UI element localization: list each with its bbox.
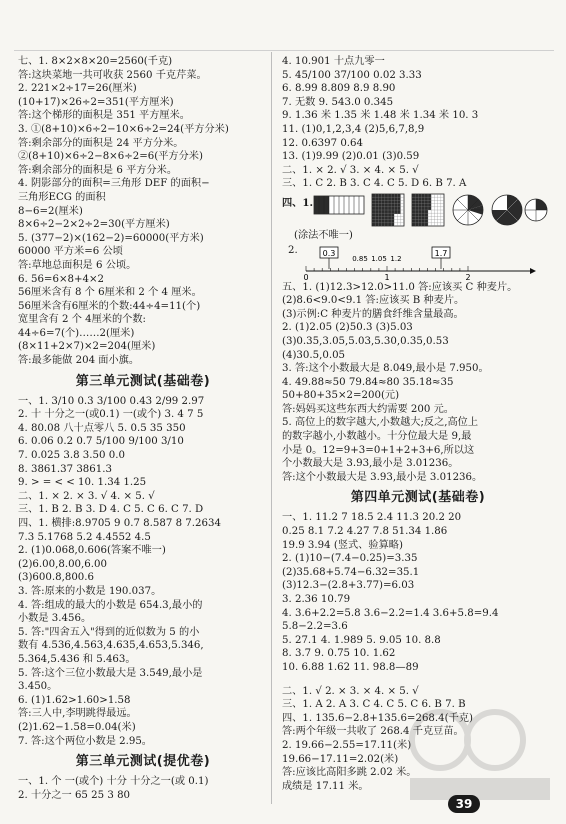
circle-figure-2 (492, 195, 522, 225)
answer-line: 44÷6=7(个)……2(厘米) (18, 327, 135, 339)
answer-line: 5.364,5.436 和 5.463。 (18, 653, 136, 665)
answer-line: 宽里含有 2 个 4厘米的个数: (18, 314, 146, 326)
answers-block-unit3-advanced (18, 775, 268, 802)
answer-line: 19.9 3.94 (竖式、验算略) (282, 539, 403, 551)
answer-line: 答:两个年级一共收了 268.4 千克豆苗。 (282, 726, 464, 738)
section-title-unit3-basic: 第三单元测试(基础卷) (75, 373, 211, 389)
answer-line: 小是 0。12=9+3=0+1+2+3+6,所以这 (282, 444, 475, 456)
page-number: 39 (448, 795, 480, 813)
answer-line: 四、1. 135.6−2.8+135.6=268.4(千克) (282, 712, 473, 724)
answer-line: (3)12.3−(2.8+3.77)=6.03 (282, 580, 415, 592)
answer-line: (3)600.8,800.6 (18, 572, 94, 584)
answer-line: 60000 平方米=6 公顷 (18, 246, 123, 258)
answer-line: 五、1. (1)12.3>12.0>11.0 答:应该买 C 种麦片。 (282, 281, 518, 293)
answer-line: 6. 56=6×8+4×2 (18, 273, 104, 285)
column-divider (271, 52, 272, 804)
left-column (18, 55, 268, 802)
answer-line: 答:这个小数最大是 3.93,最小是 3.01236。 (282, 471, 483, 483)
answer-line: 答:最多能做 204 面小旗。 (18, 355, 140, 367)
answer-line: 5. 答:"四舍五入"得到的近似数为 5 的小 (18, 626, 200, 638)
circle-figure-3 (525, 199, 547, 221)
answer-line: 6. (1)1.62>1.60>1.58 (18, 694, 131, 706)
answer-line: 11. (1)0,1,2,3,4 (2)5,6,7,8,9 (282, 123, 425, 135)
answer-line: 8. 3861.37 3861.3 (18, 463, 112, 475)
answer-line: 6. 8.99 8.809 8.9 8.90 (282, 83, 396, 95)
answer-line: 答:三人中,李明跳得最远。 (18, 708, 137, 720)
answer-line: 5.8−2.2=3.6 (282, 621, 348, 633)
answer-line: 13. (1)9.99 (2)0.01 (3)0.59 (282, 151, 420, 163)
figure-row-label: 四、1. (282, 196, 314, 209)
answer-line: 5. 高位上的数字越大,小数越大;反之,高位上 (282, 417, 479, 429)
answer-line: 四、1. 横排:8.9705 9 0.7 8.587 8 7.2634 (18, 518, 221, 529)
answer-line: 2. 十 十分之一(或0.1) 一(或个) 3. 4 7 5 (18, 409, 204, 421)
answer-line: 的数字越小,小数越小。十分位最大是 9,最 (282, 431, 472, 443)
answer-line: 3. 2.36 10.79 (282, 594, 351, 605)
nl-label-1: 0.85 (352, 254, 368, 263)
circle-figure-1 (453, 195, 483, 225)
answer-line: 7.3 5.1768 5.2 4.4552 4.5 (18, 531, 151, 543)
answer-line: 2. (1)0.068,0.606(答案不唯一) (18, 545, 166, 557)
answers-block-unit3-advanced-cont (282, 55, 554, 191)
top-rule (14, 50, 554, 51)
answer-line: 答:妈妈买这些东西大约需要 200 元。 (282, 403, 454, 415)
answer-line: 二、1. √ 2. × 3. × 4. × 5. √ (282, 685, 419, 697)
answer-line: 5. 答:这个三位小数最大是 3.549,最小是 (18, 667, 203, 679)
number-line-question (282, 245, 554, 281)
answer-line: 答:草地总面积是 6 公顷。 (18, 259, 137, 271)
answer-line: 一、1. 个 一(或个) 十分 十分之一(或 0.1) (18, 776, 209, 788)
answer-line: 2. (1)2.05 (2)50.3 (3)5.03 (282, 322, 413, 334)
answer-line: 二、1. × 2. √ 3. × 4. × 5. √ (282, 164, 419, 176)
answer-line: 三、1. A 2. A 3. C 4. C 5. C 6. B 7. B (282, 699, 466, 711)
answer-line: 成绩是 17.11 米。 (282, 780, 369, 792)
answer-line: 4. 3.6+2.2=5.8 3.6−2.2=1.4 3.6+5.8=9.4 (282, 607, 499, 619)
shading-figures (312, 192, 548, 228)
answer-line: 答:剩余部分的面积是 24 平方分米。 (18, 137, 184, 149)
answer-line: 4. 10.901 十点九零一 (282, 56, 385, 67)
answer-line: (10+17)×26÷2=351(平方厘米) (18, 96, 174, 108)
answer-line: 4. 49.88≈50 79.84≈80 35.18≈35 (282, 376, 454, 388)
answers-block-unit3-basic (18, 395, 268, 748)
answer-line: 7. 0.025 3.8 3.50 0.0 (18, 450, 125, 462)
answer-line: (3)示例:C 种麦片的膳食纤维含量最高。 (282, 308, 464, 320)
grid-figure-1 (314, 196, 364, 214)
section-title-unit4-basic: 第四单元测试(基础卷) (350, 490, 486, 506)
number-line-ticks (306, 266, 468, 271)
answer-line: (8×11+2×7)×2=204(厘米) (18, 341, 156, 353)
answer-line: 答:这个梯形的面积是 351 平方厘米。 (18, 110, 190, 122)
nl-label-3: 1.2 (390, 254, 402, 263)
answers-block-unit2-end (18, 55, 268, 368)
answer-line: 三、1. B 2. B 3. D 4. C 5. C 6. C 7. D (18, 504, 204, 516)
answer-line: 50+80+35×2=200(元) (282, 390, 400, 402)
shading-figures-row (282, 192, 554, 228)
answer-line: 小数是 3.456。 (18, 613, 92, 625)
answers-block-word-problems (282, 281, 554, 485)
answer-line: 个小数最大是 3.93,最小是 3.01236。 (282, 458, 459, 470)
answer-line: 12. 0.6397 0.64 (282, 137, 364, 149)
answer-line: 56厘米含有6厘米的个数:44÷4=11(个) (18, 300, 201, 312)
answer-line: 4. 答:组成的最大的小数是 654.3,最小的 (18, 599, 203, 611)
grid-figure-3 (412, 194, 444, 226)
answer-line: 5. (377−2)×(162−2)=60000(平方米) (18, 232, 204, 244)
answer-line: 4. 阴影部分的面积=三角形 DEF 的面积− (18, 178, 210, 190)
grid-figure-2 (372, 194, 404, 226)
answer-line: (2)35.68+5.74−6.32=35.1 (282, 566, 420, 578)
answer-line: 5. 45/100 37/100 0.02 3.33 (282, 69, 422, 81)
answer-line: 答:这块菜地一共可收获 2560 千克芹菜。 (18, 69, 207, 81)
watermark-logo (400, 690, 560, 810)
answers-block-unit4-basic (282, 511, 554, 674)
answer-line: ②(8+10)×6÷2−8×6÷2=6(平方分米) (18, 151, 203, 163)
nl-label-2: 1.05 (371, 254, 387, 263)
answer-line: 9. > = < < 10. 1.34 1.25 (18, 477, 147, 489)
answer-line: 8×6÷2−2×2÷2=30(平方厘米) (18, 219, 170, 231)
answer-line: 5. 27.1 4. 1.989 5. 9.05 10. 8.8 (282, 634, 441, 646)
answer-line: 6. 0.06 0.2 0.7 5/100 9/100 3/10 (18, 436, 184, 448)
answer-line: 19.66−17.11=2.02(米) (282, 753, 399, 765)
answer-line: 0.25 8.1 7.2 4.27 7.8 51.34 1.86 (282, 526, 448, 538)
answer-line: 2. 十分之一 65 25 3 80 (18, 789, 131, 801)
answer-line: 3.450。 (18, 681, 58, 693)
answer-line: 56厘米含有 8 个 6厘米和 2 个 4 厘米。 (18, 287, 202, 299)
answer-line: 9. 1.36 米 1.35 米 1.48 米 1.34 米 10. 3 (282, 110, 479, 122)
answer-line: (2)8.6<9.0<9.1 答:应该买 B 种麦片。 (282, 295, 465, 307)
answer-line: 3. 答:这个小数最大是 8.049,最小是 7.950。 (282, 363, 489, 375)
nl-tick-0: 0 (303, 272, 309, 281)
boxed-value-1-text: 0.3 (322, 248, 336, 258)
answer-line: (2)6.00,8.00,6.00 (18, 558, 107, 570)
nl-tick-1: 1 (384, 272, 390, 281)
answer-line: 3. 答:原来的小数是 190.037。 (18, 585, 162, 597)
answer-line: 7. 答:这个两位小数是 2.95。 (18, 735, 152, 747)
answer-line: 10. 6.88 1.62 11. 98.8—89 (282, 661, 419, 673)
answer-line: 二、1. × 2. × 3. √ 4. × 5. √ (18, 490, 155, 502)
boxed-value-2-text: 1.7 (434, 248, 448, 258)
answer-line: 三角形ECG 的面积 (18, 191, 106, 203)
answer-line: 3. ①(8+10)×6÷2−10×6÷2=24(平方分米) (18, 123, 229, 135)
answer-line: 4. 80.08 八十点零八 5. 0.5 35 350 (18, 422, 186, 434)
nl-tick-2: 2 (465, 272, 471, 281)
answer-line: 2. 221×2÷17=26(厘米) (18, 83, 137, 95)
answer-line: (2)1.62−1.58=0.04(米) (18, 721, 136, 733)
answer-line: 8−6=2(厘米) (18, 205, 83, 217)
answer-line: 一、1. 3/10 0.3 3/100 0.43 2/99 2.97 (18, 395, 205, 407)
number-line (300, 245, 540, 281)
answer-line: 三、1. C 2. B 3. C 4. C 5. D 6. B 7. A (282, 178, 467, 190)
section-title-unit3-advanced: 第三单元测试(提优卷) (75, 754, 211, 770)
number-line-prefix: 2. (288, 244, 298, 256)
answer-line: 一、1. 11.2 7 18.5 2.4 11.3 20.2 20 (282, 512, 462, 524)
answer-line: 2. (1)10−(7.4−0.25)=3.35 (282, 553, 418, 565)
answer-line: 8. 3.7 9. 0.75 10. 1.62 (282, 648, 396, 660)
answer-line: 7. 无数 9. 543.0 0.345 (282, 96, 394, 108)
answer-line: 答:应该比高阳多跳 2.02 米。 (282, 767, 417, 779)
answer-line: 七、1. 8×2×8×20=2560(千克) (18, 56, 173, 67)
answer-line: (3)0.35,3.05,5.03,5.30,0.35,0.53 (282, 335, 449, 347)
answer-line: 2. 19.66−2.55=17.11(米) (282, 739, 412, 751)
right-column (282, 55, 554, 793)
figure-note: (涂法不唯一) (294, 229, 353, 241)
answer-line: (4)30.5,0.05 (282, 349, 346, 361)
answer-line: 数有 4.536,4.563,4.635,4.653,5.346, (18, 640, 204, 652)
answer-line: 答:剩余部分的面积是 6 平方分米。 (18, 164, 178, 176)
